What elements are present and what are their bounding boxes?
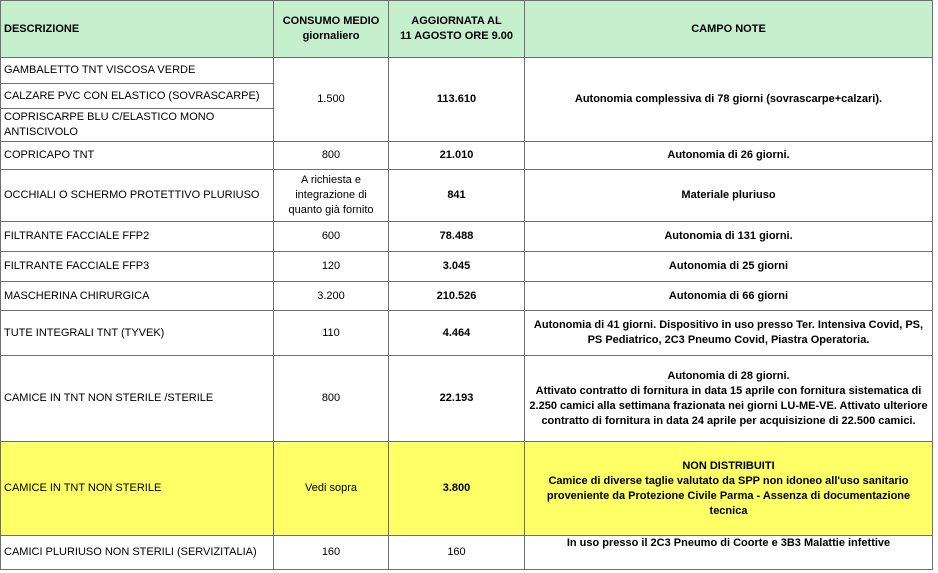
note-line: Attivato contratto di fornitura in data 15 aprile con fornitura sistematica di 2.250 camici alla settimana frazionata nei giorni LU-ME-VE. Attivato ulteriore contratto di fornitura in data 24 aprile per acquisizione di 22.500 camici.	[529, 384, 928, 427]
cell-note: Materiale pluriuso	[525, 170, 933, 222]
cell-consumo: 1.500	[274, 58, 389, 142]
table-row	[1, 170, 933, 222]
header-consumo-line1: CONSUMO MEDIO	[282, 15, 380, 27]
cell-consumo: Vedi sopra	[274, 442, 389, 536]
cell-aggiornata: 841	[389, 170, 525, 222]
table-row	[1, 142, 933, 170]
cell-aggiornata: 21.010	[389, 142, 525, 170]
cell-note: Autonomia di 41 giorni. Dispositivo in uso presso Ter. Intensiva Covid, PS, PS Pediatrico, 2C3 Pneumo Covid, Piastra Operatoria.	[525, 311, 933, 356]
cell-aggiornata: 22.193	[389, 356, 525, 442]
cell-aggiornata: 4.464	[389, 311, 525, 356]
cell-aggiornata: 3.800	[389, 442, 525, 536]
cell-aggiornata: 78.488	[389, 222, 525, 252]
cell-aggiornata: 210.526	[389, 282, 525, 311]
header-aggiornata-line2: 11 AGOSTO ORE 9.00	[399, 30, 514, 42]
cell-note	[525, 356, 933, 442]
table-row	[1, 58, 933, 84]
header-aggiornata	[389, 1, 525, 58]
cell-descrizione: OCCHIALI O SCHERMO PROTETTIVO PLURIUSO	[1, 170, 274, 222]
header-note: CAMPO NOTE	[525, 1, 933, 58]
cell-descrizione: COPRICAPO TNT	[1, 142, 274, 170]
table-row	[1, 311, 933, 356]
cell-descrizione: GAMBALETTO TNT VISCOSA VERDE	[1, 58, 274, 84]
cell-descrizione: CALZARE PVC CON ELASTICO (SOVRASCARPE)	[1, 84, 274, 109]
cell-descrizione: TUTE INTEGRALI TNT (TYVEK)	[1, 311, 274, 356]
table-row	[1, 282, 933, 311]
table-row-highlighted	[1, 442, 933, 536]
cell-note	[525, 442, 933, 536]
header-aggiornata-line1: AGGIORNATA AL	[411, 15, 502, 27]
cell-note: In uso presso il 2C3 Pneumo di Coorte e 3B3 Malattie infettive	[525, 536, 933, 570]
cell-descrizione: FILTRANTE FACCIALE FFP3	[1, 252, 274, 282]
cell-note: Autonomia di 66 giorni	[525, 282, 933, 311]
cell-consumo: 120	[274, 252, 389, 282]
cell-consumo: 600	[274, 222, 389, 252]
note-line: Camice di diverse taglie valutato da SPP non idoneo all'uso sanitario proveniente da Protezione Civile Parma - Assenza di documentazione tecnica	[546, 474, 911, 517]
cell-consumo: 800	[274, 356, 389, 442]
cell-note: Autonomia di 131 giorni.	[525, 222, 933, 252]
cell-consumo: 3.200	[274, 282, 389, 311]
table-row	[1, 252, 933, 282]
cell-consumo: 160	[274, 536, 389, 570]
header-consumo-line2: giornaliero	[302, 30, 360, 42]
cell-note: Autonomia di 25 giorni	[525, 252, 933, 282]
cell-descrizione: CAMICE IN TNT NON STERILE /STERILE	[1, 356, 274, 442]
cell-consumo: A richiesta e integrazione di quanto già fornito	[274, 170, 389, 222]
note-line: Autonomia di 28 giorni.	[667, 369, 790, 382]
header-consumo	[274, 1, 389, 58]
cell-consumo: 800	[274, 142, 389, 170]
table-row	[1, 222, 933, 252]
cell-note: Autonomia di 26 giorni.	[525, 142, 933, 170]
table-row	[1, 536, 933, 570]
cell-descrizione: CAMICE IN TNT NON STERILE	[1, 442, 274, 536]
cell-descrizione: CAMICI PLURIUSO NON STERILI (SERVIZITALIA)	[1, 536, 274, 570]
header-row	[1, 1, 933, 58]
cell-note: Autonomia complessiva di 78 giorni (sovrascarpe+calzari).	[525, 58, 933, 142]
table-row	[1, 356, 933, 442]
note-line: NON DISTRIBUITI	[682, 459, 775, 472]
cell-descrizione: COPRISCARPE BLU C/ELASTICO MONO ANTISCIVOLO	[1, 109, 274, 142]
cell-consumo: 110	[274, 311, 389, 356]
cell-aggiornata: 3.045	[389, 252, 525, 282]
cell-aggiornata: 160	[389, 536, 525, 570]
cell-descrizione: MASCHERINA CHIRURGICA	[1, 282, 274, 311]
cell-aggiornata: 113.610	[389, 58, 525, 142]
header-descrizione: DESCRIZIONE	[1, 1, 274, 58]
cell-descrizione: FILTRANTE FACCIALE FFP2	[1, 222, 274, 252]
